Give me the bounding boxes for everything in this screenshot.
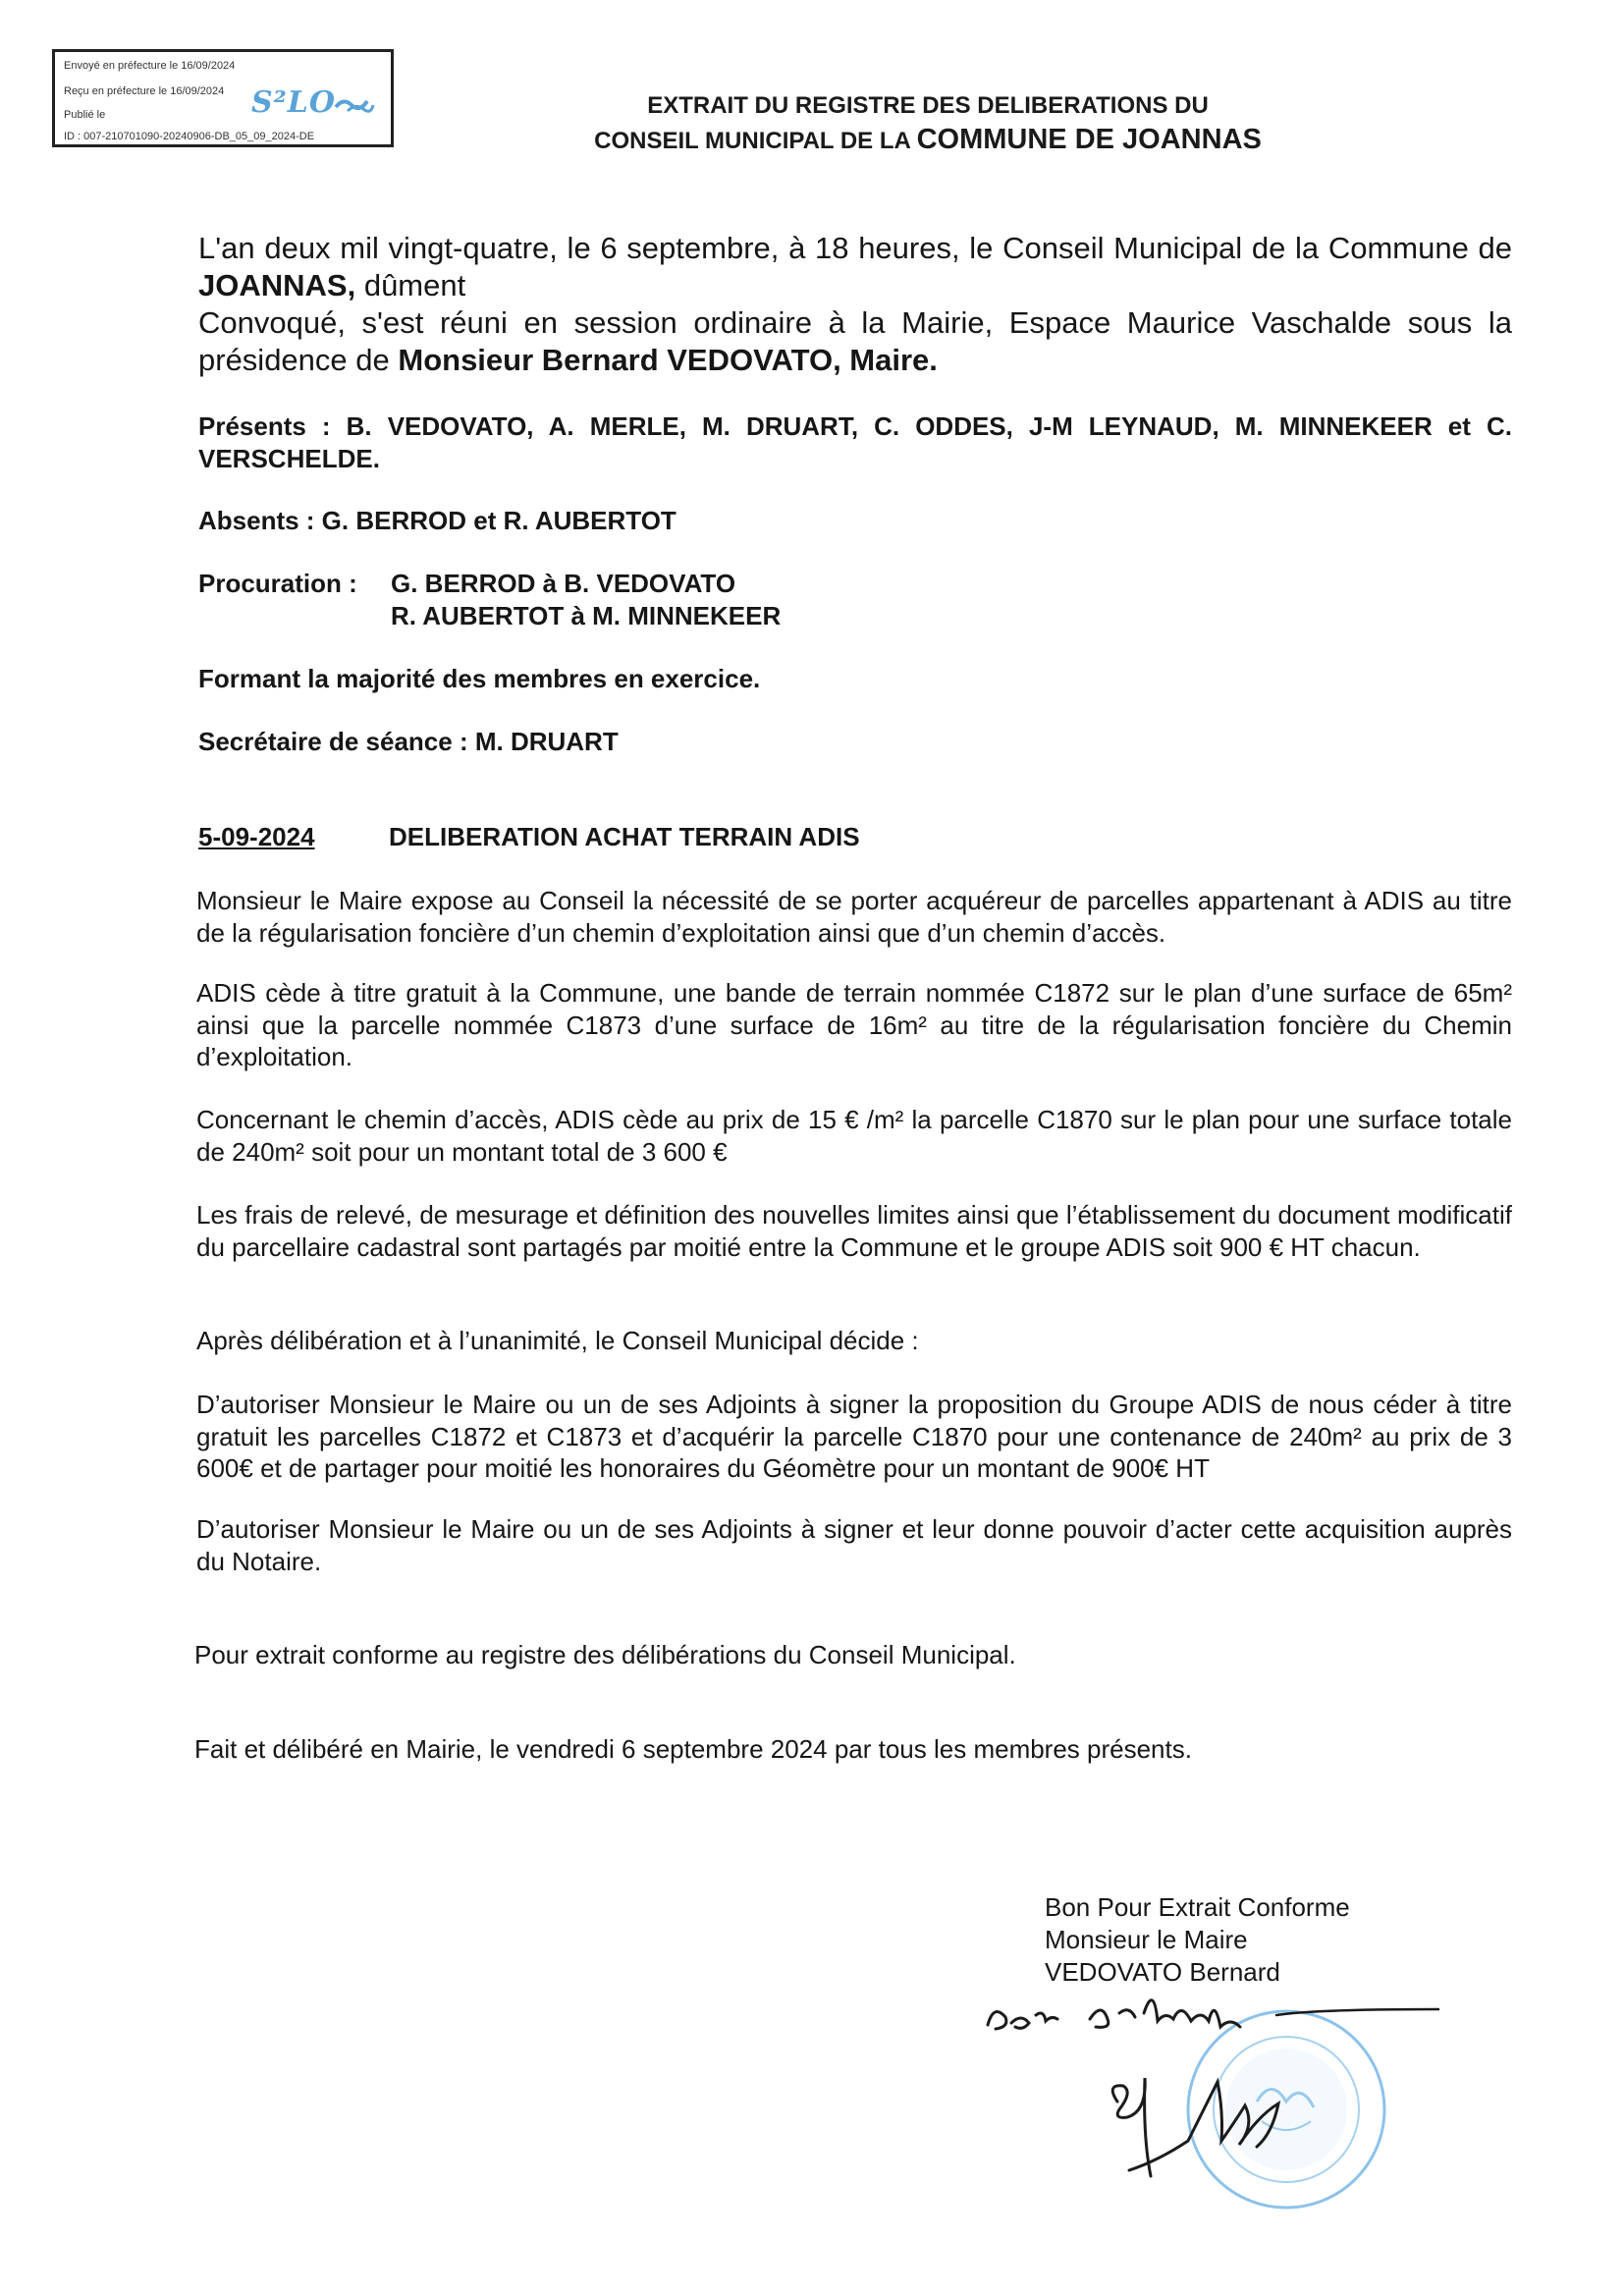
body-paragraph-3: Concernant le chemin d’accès, ADIS cède au prix de 15 € /m² la parcelle C1870 sur le plan pour une surface totale de 240m² soit pour un montant total de 3 600 € [196, 1105, 1512, 1167]
signature-line-2: Monsieur le Maire [1045, 1925, 1248, 1954]
signature-block [1045, 1891, 1350, 1989]
prefecture-stamp [52, 49, 394, 147]
header-line-1: EXTRAIT DU REGISTRE DES DELIBERATIONS DU [647, 92, 1209, 119]
deliberation-number: 5-09-2024 [198, 822, 315, 851]
procuration-entry-2: R. AUBERTOT à M. MINNEKEER [391, 601, 782, 630]
body-paragraph-2: ADIS cède à titre gratuit à la Commune, une bande de terrain nommée C1872 sur le plan d’une surface de 65m² ainsi que la parcelle nommée C1873 d’une surface de 16m² au titre de la régularisation foncière du Chemin d’exploitation. [196, 978, 1512, 1071]
absents-line: Absents : G. BERROD et R. AUBERTOT [198, 506, 677, 535]
document-header [393, 92, 1463, 156]
s2low-logo: S²LO [251, 85, 375, 120]
stamp-sent-line: Envoyé en préfecture le 16/09/2024 [64, 60, 236, 72]
stamp-id-line: ID : 007-210701090-20240906-DB_05_09_2024-DE [64, 131, 315, 142]
secretary-line: Secrétaire de séance : M. DRUART [198, 727, 619, 756]
body-paragraph-9: Fait et délibéré en Mairie, le vendredi 6 septembre 2024 par tous les membres présents. [194, 1734, 1192, 1764]
deliberation-title: DELIBERATION ACHAT TERRAIN ADIS [389, 822, 860, 851]
procuration-entry-1: G. BERROD à B. VEDOVATO [391, 569, 736, 598]
procuration-label: Procuration : [198, 569, 357, 598]
body-paragraph-5: Après délibération et à l’unanimité, le Conseil Municipal décide : [196, 1326, 919, 1355]
body-paragraph-6: D’autoriser Monsieur le Maire ou un de ses Adjoints à signer la proposition du Groupe ADIS de nous céder à titre gratuit les parcelles C1872 et C1873 et d’acquérir la parcelle C1870 pour une contenance de 240m² au prix de 3 600€ et de partager pour moitié les honoraires du Géomètre pour un montant de 900€ HT [196, 1390, 1512, 1483]
intro-paragraph-2: Convoqué, s'est réuni en session ordinaire à la Mairie, Espace Maurice Vaschalde sous la présidence de Monsieur Bernard VEDOVATO, Maire. [198, 305, 1512, 377]
stamp-published-line: Publié le [64, 109, 106, 121]
body-paragraph-1: Monsieur le Maire expose au Conseil la nécessité de se porter acquéreur de parcelles appartenant à ADIS au titre de la régularisation foncière d’un chemin d’exploitation ainsi que d’un chemin d’accès. [196, 886, 1512, 948]
header-line-2: CONSEIL MUNICIPAL DE LA COMMUNE DE JOANNAS [594, 124, 1262, 155]
stamp-received-line: Reçu en préfecture le 16/09/2024 [64, 85, 225, 97]
handwritten-signature [982, 1984, 1453, 2190]
body-paragraph-7: D’autoriser Monsieur le Maire ou un de ses Adjoints à signer et leur donne pouvoir d’acter cette acquisition auprès du Notaire. [196, 1514, 1512, 1576]
body-paragraph-8: Pour extrait conforme au registre des délibérations du Conseil Municipal. [194, 1640, 1016, 1669]
intro-paragraph: L'an deux mil vingt-quatre, le 6 septembre, à 18 heures, le Conseil Municipal de la Commune de JOANNAS, dûment [198, 231, 1512, 302]
signature-line-1: Bon Pour Extrait Conforme [1045, 1892, 1350, 1922]
commune-name: JOANNAS, [198, 268, 356, 302]
s2low-wave-icon [334, 93, 375, 115]
presents-line: Présents : B. VEDOVATO, A. MERLE, M. DRUART, C. ODDES, J-M LEYNAUD, M. MINNEKEER et C. VERSCHELDE. [198, 411, 1512, 473]
majority-line: Formant la majorité des membres en exercice. [198, 664, 761, 693]
body-paragraph-4: Les frais de relevé, de mesurage et définition des nouvelles limites ainsi que l’établissement du document modificatif du parcellaire cadastral sont partagés par moitié entre la Commune et le groupe ADIS soit 900 € HT chacun. [196, 1200, 1512, 1262]
signature-line-3: VEDOVATO Bernard [1045, 1957, 1280, 1987]
president-name: Monsieur Bernard VEDOVATO, Maire. [398, 343, 938, 377]
